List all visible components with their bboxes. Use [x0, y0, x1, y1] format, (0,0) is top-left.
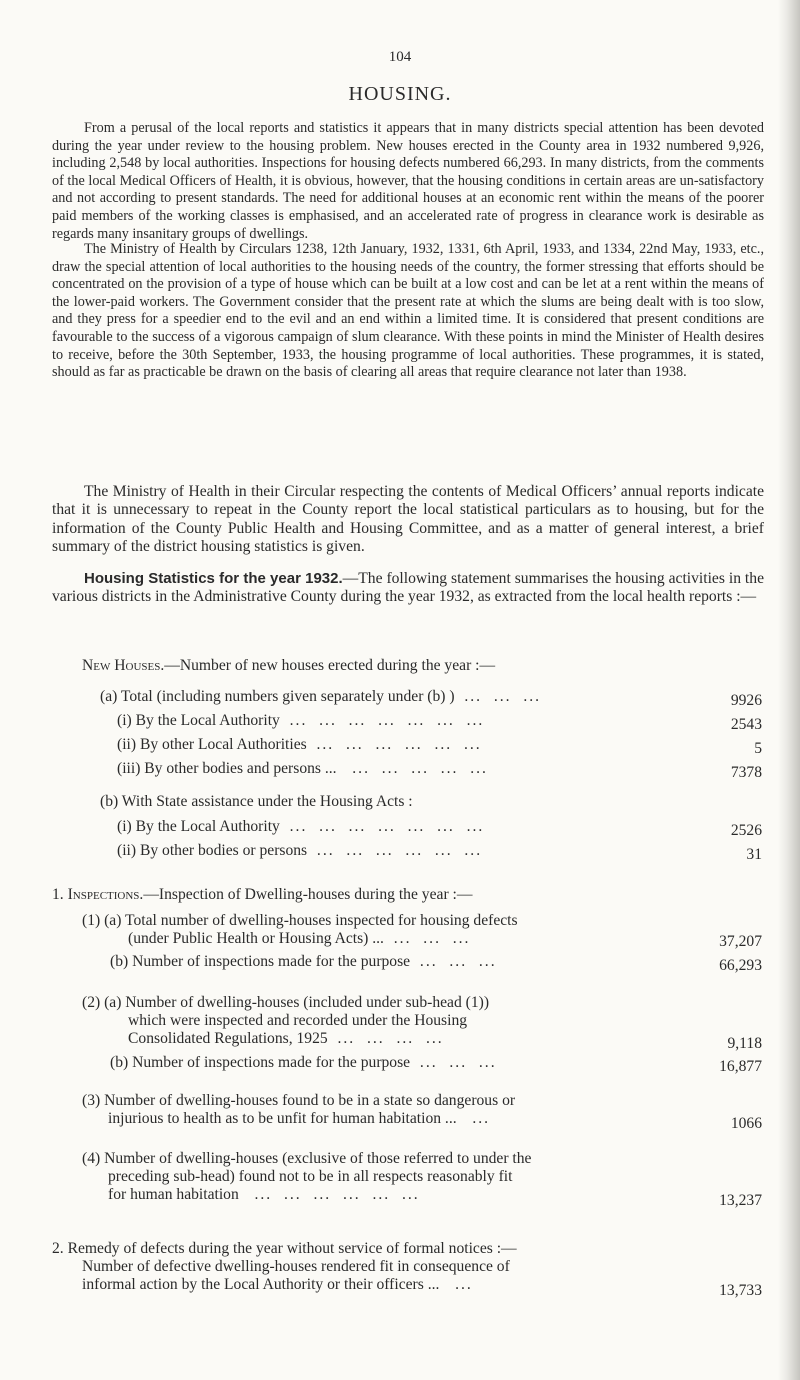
new-houses-a-ii-label: (ii) By other Local Authorities ... ... ... ... ... ...: [117, 736, 482, 753]
new-houses-a-i-value: 2543: [730, 716, 762, 733]
new-houses-b-ii-value: 31: [746, 846, 762, 863]
new-houses-a-iii-label: (iii) By other bodies and persons ... ... ... ... ... ...: [117, 760, 488, 777]
inspections-4-line2: preceding sub-head) found not to be in all respects reasonably fit: [108, 1168, 513, 1185]
new-houses-a-label: (a) Total (including numbers given separately under (b) ) ... ... ...: [100, 688, 542, 705]
remedy-line1: 2. Remedy of defects during the year without service of formal notices :—: [52, 1240, 517, 1257]
inspections-2a-line1: (2) (a) Number of dwelling-houses (included under sub-head (1)): [82, 994, 490, 1011]
new-houses-caption-sc: New Houses.: [82, 657, 165, 674]
inspections-1a-value: 37,207: [719, 933, 762, 950]
housing-statistics-lead: Housing Statistics for the year 1932.: [84, 570, 343, 587]
page-edge-shadow: [778, 0, 800, 1380]
new-houses-a-i-label: (i) By the Local Authority ... ... ... ... ... ... ...: [117, 712, 485, 729]
new-houses-b-i-value: 2526: [730, 822, 762, 839]
paragraph-intro: From a perusal of the local reports and statistics it appears that in many districts special attention has been devoted during the year under review to the housing problem. New houses erected in the County area in 1932 numbered 9,926, including 2,548 by local authorities. Inspections for housing defects numbered 66,293. In many districts, from the comments of the local Medical Officers of Health, it is obvious, however, that the housing conditions in certain areas are un-satisfactory and not according to present standards. The need for additional houses at an economic rent within the means of the poorer paid members of the working classes is emphasised, and an accelerated rate of progress in clearance work is desirable as regards many insanitary groups of dwellings.: [52, 120, 764, 242]
inspections-1a-line1: (1) (a) Total number of dwelling-houses inspected for housing defects: [82, 912, 518, 929]
paragraph-ministry-circulars: The Ministry of Health by Circulars 1238, 12th January, 1932, 1331, 6th April, 1933, and 1334, 22nd May, 1933, etc., draw the special attention of local authorities to the housing needs of the country, the former stressing that efforts should be concentrated on the provision of a type of house which can be built at a low cost and can be let at a rent within the means of the lower-paid workers. The Government consider that the present rate at which the slums are being dealt with is too slow, and they press for a speedier end to the evil and an end within a limited time. It is considered that present conditions are favourable to the success of a vigorous campaign of slum clearance. With these points in mind the Minister of Health desires to receive, before the 30th September, 1933, the housing programme of local authorities. These programmes, it is stated, should as far as practicable be drawn on the basis of clearing all areas that require clearance not later than 1938.: [52, 241, 764, 381]
new-houses-caption-rest: —Number of new houses erected during the year :—: [164, 657, 496, 674]
inspections-4-value: 13,237: [719, 1192, 762, 1209]
inspections-2a-line3: Consolidated Regulations, 1925 ... ... ... ...: [128, 1030, 444, 1047]
new-houses-b-i-label: (i) By the Local Authority ... ... ... ... ... ... ...: [117, 818, 485, 835]
remedy-line3: informal action by the Local Authority or their officers ... ...: [82, 1276, 473, 1293]
paragraph-housing-statistics: [52, 570, 764, 607]
new-houses-caption: [82, 657, 495, 675]
inspections-1a-line2: (under Public Health or Housing Acts) ... ... ... ...: [128, 930, 471, 947]
inspections-4-line1: (4) Number of dwelling-houses (exclusive of those referred to under the: [82, 1150, 532, 1167]
remedy-value: 13,733: [719, 1282, 762, 1299]
remedy-line2: Number of defective dwelling-houses rendered fit in consequence of: [82, 1258, 510, 1275]
inspections-3-value: 1066: [730, 1115, 762, 1132]
new-houses-b-label: (b) With State assistance under the Housing Acts :: [100, 793, 413, 810]
inspections-3-line1: (3) Number of dwelling-houses found to be in a state so dangerous or: [82, 1092, 516, 1109]
inspections-1b-value: 66,293: [719, 957, 762, 974]
inspections-2a-value: 9,118: [727, 1035, 762, 1052]
new-houses-b-ii-label: (ii) By other bodies or persons ... ... ... ... ... ...: [117, 842, 483, 859]
housing-statistics-text: —The following statement summarises the housing activities in the various districts in the Administrative County during the year 1932, as extracted from the local health reports :—: [52, 570, 764, 606]
inspections-3-line2: injurious to health as to be unfit for human habitation ... ...: [108, 1110, 491, 1127]
new-houses-a-value: 9926: [730, 692, 762, 709]
inspections-2a-line2: which were inspected and recorded under the Housing: [128, 1012, 468, 1029]
inspections-2b-label: (b) Number of inspections made for the purpose ... ... ...: [110, 1054, 497, 1071]
page-number: 104: [388, 49, 412, 65]
inspections-caption: 1. Inspections.—Inspection of Dwelling-houses during the year :—: [52, 886, 473, 903]
new-houses-a-iii-value: 7378: [730, 764, 762, 781]
inspections-1b-label: (b) Number of inspections made for the purpose ... ... ...: [110, 953, 497, 970]
inspections-2b-value: 16,877: [719, 1058, 762, 1075]
paragraph-medical-officers: The Ministry of Health in their Circular respecting the contents of Medical Officers’ annual reports indicate that it is unnecessary to repeat in the County report the local statistical particulars as to housing, but for the information of the County Public Health and Housing Committee, and as a matter of general interest, a brief summary of the district housing statistics is given.: [52, 483, 764, 556]
inspections-4-line3: for human habitation ... ... ... ... ... ...: [108, 1186, 420, 1203]
section-heading: HOUSING.: [348, 83, 452, 105]
new-houses-a-ii-value: 5: [754, 740, 762, 757]
